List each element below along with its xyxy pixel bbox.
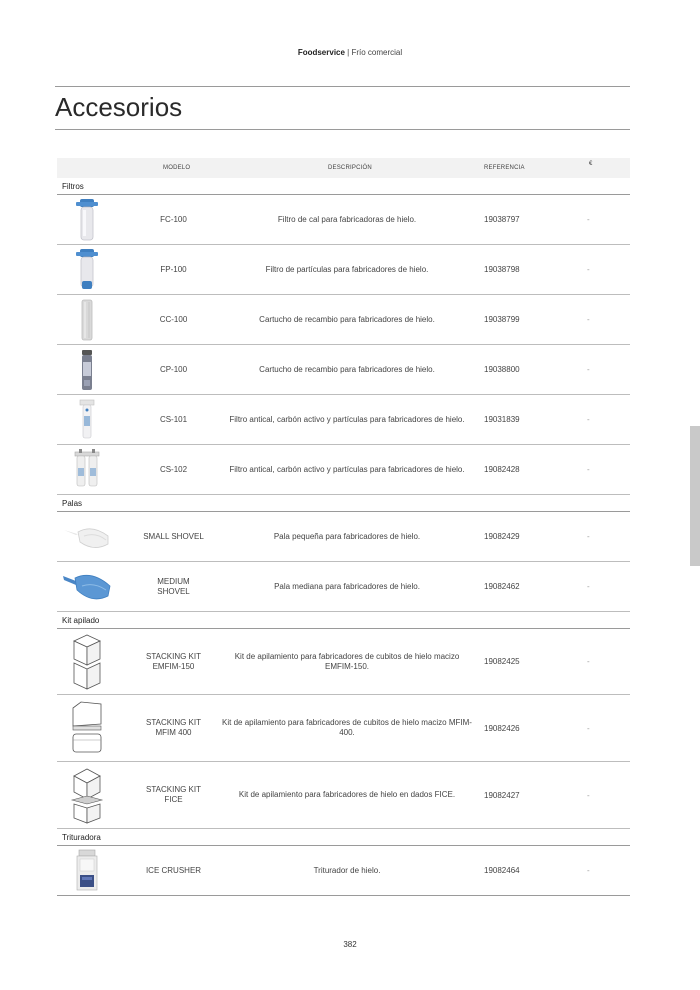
cartridge-icon (57, 295, 117, 344)
row-description: Filtro de cal para fabricadoras de hielo. (277, 214, 417, 224)
stacking-kit-icon (57, 629, 117, 694)
row-model: ICE CRUSHER (145, 865, 202, 875)
row-reference: 19038798 (484, 265, 520, 274)
blue-filter-icon (57, 245, 117, 294)
running-header (0, 48, 700, 57)
row-description: Kit de apilamiento para fabricadores de cubitos de hielo macizo MFIM-400. (222, 718, 472, 737)
row-price: - (587, 582, 590, 591)
table-row (57, 562, 630, 612)
row-model: CS-101 (159, 414, 188, 424)
row-model: FC-100 (160, 214, 187, 224)
row-price: - (587, 415, 590, 424)
table-row (57, 295, 630, 345)
table-row (57, 695, 630, 762)
page-number: 382 (343, 940, 357, 949)
row-reference: 19082425 (484, 657, 520, 666)
row-reference: 19082462 (484, 582, 520, 591)
row-description: Cartucho de recambio para fabricadores de hielo. (259, 364, 435, 374)
blue-filter-icon (57, 195, 117, 244)
category-palas: Palas (57, 495, 630, 512)
row-description: Kit de apilamiento para fabricadores de hielo en dados FICE. (238, 790, 456, 799)
row-price: - (587, 365, 590, 374)
row-reference: 19082426 (484, 723, 520, 733)
row-reference: 19038800 (484, 365, 520, 374)
row-description: Filtro de partículas para fabricadores de hielo. (265, 264, 429, 274)
row-price: - (587, 723, 590, 733)
row-reference: 19082428 (484, 465, 520, 474)
row-price: - (587, 265, 590, 274)
dark-cartridge-icon (57, 345, 117, 394)
row-description: Cartucho de recambio para fabricadores de hielo. (259, 314, 435, 324)
row-description: Filtro antical, carbón activo y partículas para fabricadores de hielo. (229, 414, 465, 424)
blue-scoop-icon (57, 562, 117, 611)
ice-crusher-icon (57, 846, 117, 895)
table-row (57, 195, 630, 245)
row-model: MEDIUM SHOVEL (157, 576, 190, 596)
category-trituradora: Trituradora (57, 829, 630, 846)
row-price: - (587, 866, 590, 875)
column-reference: REFERENCIA (484, 165, 525, 171)
table-row (57, 245, 630, 295)
title-bottom-rule (55, 129, 630, 130)
row-price: - (587, 215, 590, 224)
double-filter-system-icon (57, 445, 117, 494)
row-price: - (587, 465, 590, 474)
page-title: Accesorios (55, 92, 183, 122)
row-price: - (587, 657, 590, 666)
table-row (57, 345, 630, 395)
row-model: CS-102 (159, 464, 188, 474)
white-scoop-icon (57, 512, 117, 561)
table-header (57, 158, 630, 178)
section-side-tab (690, 426, 700, 566)
column-model: MODELO (163, 165, 191, 171)
row-reference: 19038799 (484, 315, 520, 324)
header-separator: | (344, 48, 352, 57)
table-row (57, 629, 630, 695)
table-row (57, 395, 630, 445)
table-row (57, 846, 630, 896)
row-reference: 19082429 (484, 532, 520, 541)
row-description: Filtro antical, carbón activo y partículas para fabricadores de hielo. (229, 464, 465, 474)
row-description: Triturador de hielo. (313, 865, 381, 875)
row-reference: 19031839 (484, 415, 520, 424)
category-filtros: Filtros (57, 178, 630, 195)
row-model: CC-100 (159, 314, 188, 324)
column-price: € (589, 161, 593, 167)
row-description: Pala mediana para fabricadores de hielo. (274, 581, 420, 591)
category-kit-apilado: Kit apilado (57, 612, 630, 629)
row-reference: 19082464 (484, 866, 520, 875)
row-price: - (587, 790, 590, 800)
header-brand: Foodservice (297, 48, 345, 57)
row-description: Pala pequeña para fabricadores de hielo. (273, 531, 421, 541)
title-top-rule (55, 86, 630, 87)
header-section: Frío comercial (351, 48, 403, 57)
filter-system-icon (57, 395, 117, 444)
row-model: SMALL SHOVEL (143, 531, 204, 541)
row-price: - (587, 532, 590, 541)
row-model: FP-100 (160, 264, 187, 274)
row-model: CP-100 (159, 364, 188, 374)
row-price: - (587, 315, 590, 324)
table-row (57, 512, 630, 562)
stacking-kit-icon (57, 762, 117, 828)
column-description: DESCRIPCIÓN (328, 165, 372, 171)
row-model: STACKING KIT EMFIM-150 (146, 651, 201, 671)
table-row (57, 445, 630, 495)
row-model: STACKING KIT MFIM 400 (146, 718, 201, 737)
stacking-kit-icon (57, 695, 117, 761)
row-model: STACKING KIT FICE (146, 785, 201, 804)
row-reference: 19082427 (484, 790, 520, 800)
row-reference: 19038797 (484, 215, 520, 224)
row-description: Kit de apilamiento para fabricadores de cubitos de hielo macizo EMFIM-150. (234, 651, 460, 671)
table-row (57, 762, 630, 829)
